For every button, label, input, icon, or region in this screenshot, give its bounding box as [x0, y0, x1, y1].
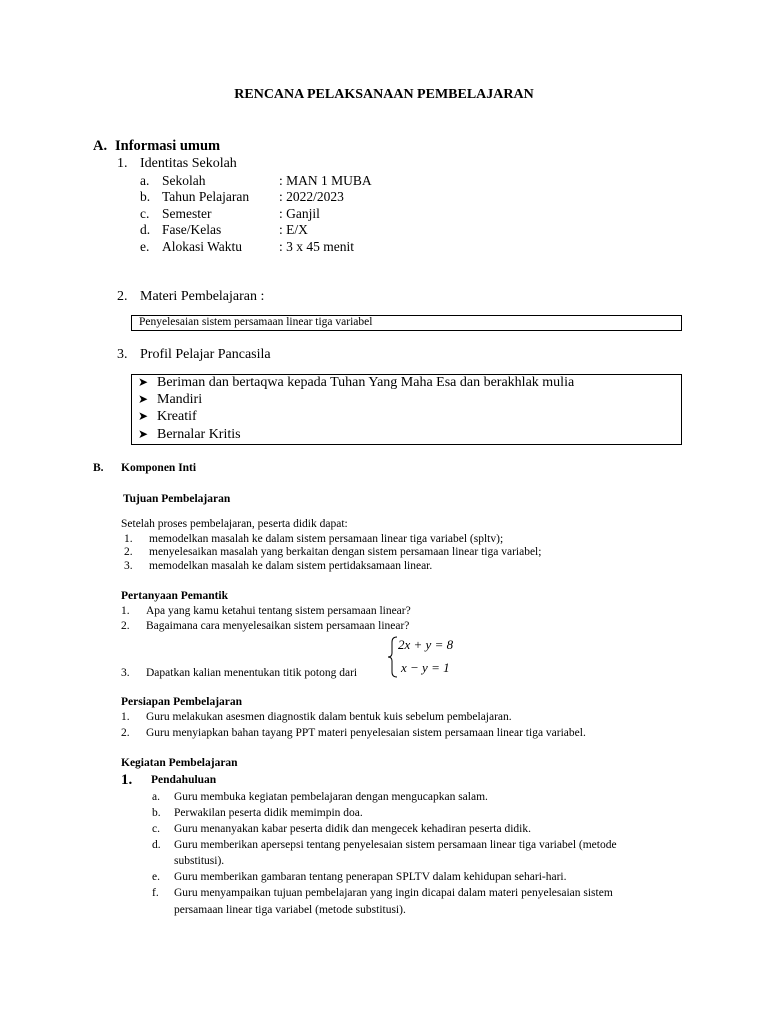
pendahuluan-item — [152, 791, 692, 805]
item-letter: e. — [152, 871, 160, 883]
pendahuluan-number: 1. — [121, 772, 133, 788]
row-value: : 2022/2023 — [279, 189, 344, 204]
arrow-bullet-icon: ➤ — [138, 409, 149, 423]
row-letter: b. — [140, 189, 151, 204]
profil-item — [138, 427, 678, 445]
section-a-number: A. — [93, 138, 108, 154]
materi-content: Penyelesaian sistem persamaan linear tiga variabel — [139, 316, 373, 328]
profil-heading — [117, 347, 417, 364]
arrow-bullet-icon: ➤ — [138, 375, 149, 389]
persiapan-title: Persiapan Pembelajaran — [121, 696, 243, 708]
row-letter: d. — [140, 222, 151, 237]
tujuan-intro: Setelah proses pembelajaran, peserta didik dapat: — [121, 518, 348, 530]
tujuan-item — [124, 560, 624, 574]
materi-title: Materi Pembelajaran : — [140, 289, 265, 304]
pemantik-item — [121, 667, 391, 681]
section-b-heading — [93, 462, 196, 474]
item-text: memodelkan masalah ke dalam sistem pertidaksamaan linear. — [149, 560, 433, 572]
tujuan-title: Tujuan Pembelajaran — [123, 493, 231, 505]
identitas-row-sekolah — [140, 173, 440, 190]
item-text: Guru memberikan gambaran tentang penerapan SPLTV dalam kehidupan sehari-hari. — [174, 871, 567, 883]
row-letter: a. — [140, 173, 150, 188]
profil-title: Profil Pelajar Pancasila — [140, 347, 271, 362]
section-b-title: Komponen Inti — [121, 462, 197, 474]
item-text: memodelkan masalah ke dalam sistem persamaan linear tiga variabel (spltv); — [149, 533, 504, 545]
identitas-heading — [117, 156, 417, 173]
equation-1: 2x + y = 8 — [398, 637, 454, 652]
section-a-title: Informasi umum — [115, 138, 221, 154]
row-value: : Ganjil — [279, 206, 320, 221]
item-text-continued: persamaan linear tiga variabel (metode substitusi). — [174, 904, 406, 916]
row-label: Tahun Pelajaran — [162, 189, 250, 204]
row-value: : E/X — [279, 222, 308, 237]
section-a-heading — [93, 138, 220, 155]
identitas-row-semester — [140, 206, 440, 223]
item-text: menyelesaikan masalah yang berkaitan dengan sistem persamaan linear tiga variabel; — [149, 546, 542, 558]
row-label: Semester — [162, 206, 212, 221]
profil-item-text: Beriman dan bertaqwa kepada Tuhan Yang Maha Esa dan berakhlak mulia — [157, 375, 575, 390]
item-text-continued: substitusi). — [174, 855, 225, 867]
pendahuluan-item — [152, 887, 692, 917]
kegiatan-title: Kegiatan Pembelajaran — [121, 757, 238, 769]
row-letter: e. — [140, 239, 150, 254]
profil-item — [138, 409, 678, 427]
pemantik-item — [121, 605, 621, 619]
item-number: 3. — [124, 560, 133, 572]
profil-number: 3. — [117, 347, 128, 362]
item-text: Bagaimana cara menyelesaikan sistem persamaan linear? — [146, 620, 410, 632]
identitas-row-tahun — [140, 189, 440, 206]
pendahuluan-item — [152, 807, 692, 821]
item-text: Apa yang kamu ketahui tentang sistem persamaan linear? — [146, 605, 411, 617]
materi-heading — [117, 289, 417, 306]
item-number: 1. — [121, 605, 130, 617]
profil-item — [138, 392, 678, 410]
row-value: : 3 x 45 menit — [279, 239, 354, 254]
item-number: 1. — [124, 533, 133, 545]
identitas-number: 1. — [117, 156, 128, 171]
item-number: 2. — [121, 727, 130, 739]
row-label: Sekolah — [162, 173, 206, 188]
materi-number: 2. — [117, 289, 128, 304]
profil-item-text: Bernalar Kritis — [157, 427, 241, 442]
item-text: Guru menanyakan kabar peserta didik dan mengecek kehadiran peserta didik. — [174, 823, 531, 835]
profil-item — [138, 375, 678, 393]
item-text: Perwakilan peserta didik memimpin doa. — [174, 807, 363, 819]
profil-item-text: Kreatif — [157, 409, 197, 424]
item-text: Guru melakukan asesmen diagnostik dalam bentuk kuis sebelum pembelajaran. — [146, 711, 512, 723]
pendahuluan-item — [152, 839, 692, 869]
item-letter: c. — [152, 823, 160, 835]
item-number: 3. — [121, 667, 130, 679]
tujuan-item — [124, 533, 624, 547]
item-text: Guru memberikan apersepsi tentang penyelesaian sistem persamaan linear tiga variabel (metode — [174, 839, 617, 851]
arrow-bullet-icon: ➤ — [138, 392, 149, 406]
identitas-row-fase — [140, 222, 440, 239]
item-letter: d. — [152, 839, 161, 851]
persiapan-item — [121, 727, 681, 741]
pendahuluan-item — [152, 871, 692, 885]
document-title: RENCANA PELAKSANAAN PEMBELAJARAN — [234, 87, 534, 102]
equation-system — [387, 636, 467, 678]
materi-content-box — [131, 315, 682, 331]
item-text: Guru membuka kegiatan pembelajaran dengan mengucapkan salam. — [174, 791, 488, 803]
arrow-bullet-icon: ➤ — [138, 427, 149, 441]
row-letter: c. — [140, 206, 150, 221]
equation-2: x − y = 1 — [401, 660, 450, 675]
item-text: Guru menyampaikan tujuan pembelajaran yang ingin dicapai dalam materi penyelesaian sistem — [174, 887, 613, 899]
item-text: Guru menyiapkan bahan tayang PPT materi penyelesaian sistem persamaan linear tiga variabel. — [146, 727, 586, 739]
identitas-title: Identitas Sekolah — [140, 156, 237, 171]
item-letter: f. — [152, 887, 159, 899]
item-number: 1. — [121, 711, 130, 723]
item-number: 2. — [121, 620, 130, 632]
tujuan-item — [124, 546, 624, 560]
pendahuluan-item — [152, 823, 692, 837]
row-label: Alokasi Waktu — [162, 239, 243, 254]
pendahuluan-title: Pendahuluan — [151, 774, 217, 786]
identitas-row-alokasi — [140, 239, 440, 256]
pemantik-title: Pertanyaan Pemantik — [121, 590, 229, 602]
pemantik-item — [121, 620, 621, 634]
row-label: Fase/Kelas — [162, 222, 222, 237]
item-letter: a. — [152, 791, 160, 803]
section-b-number: B. — [93, 462, 104, 474]
item-number: 2. — [124, 546, 133, 558]
row-value: : MAN 1 MUBA — [279, 173, 372, 188]
persiapan-item — [121, 711, 681, 725]
profil-item-text: Mandiri — [157, 392, 203, 407]
item-letter: b. — [152, 807, 161, 819]
item-text: Dapatkan kalian menentukan titik potong dari — [146, 667, 358, 679]
profil-box — [131, 374, 682, 445]
